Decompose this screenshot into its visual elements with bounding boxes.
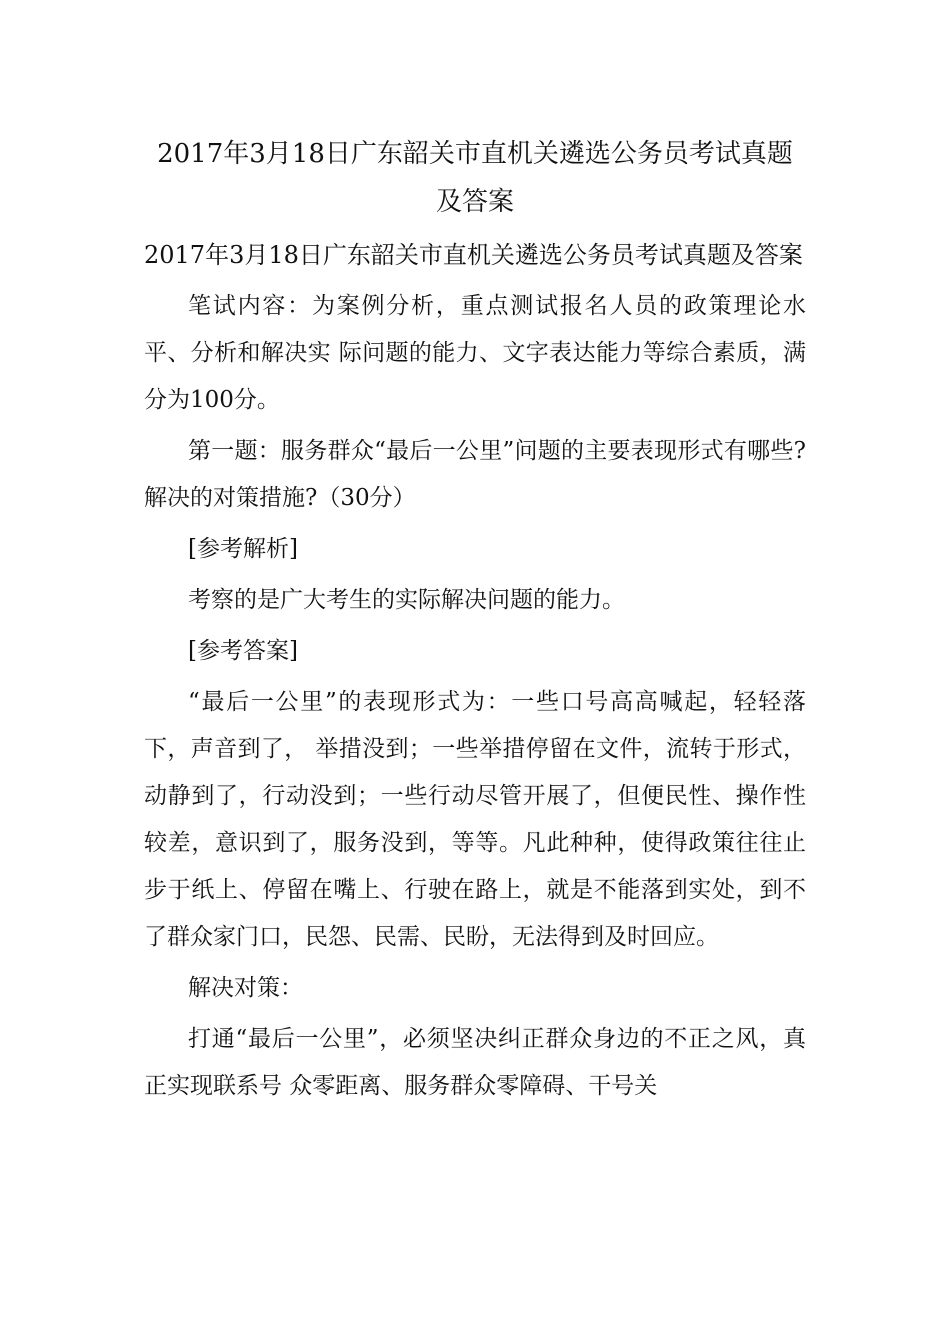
paragraph-answer-label: [参考答案] (188, 638, 298, 664)
document-subtitle: 2017年3月18日广东韶关市直机关遴选公务员考试真题及答案 (144, 241, 803, 269)
document-title (144, 130, 806, 226)
title-line-1: 2017年3月18日广东韶关市直机关遴选公务员考试真题 (157, 139, 793, 169)
paragraph-exam-content: 笔试内容：为案例分析，重点测试报名人员的政策理论水平、分析和解决实 际问题的能力、文字表达能力等综合素质，满分为100分。 (144, 293, 806, 413)
paragraph-answer: “最后一公里”的表现形式为：一些口号高高喊起，轻轻落下，声音到了， 举措没到；一些举措停留在文件，流转于形式，动静到了，行动没到；一些行动尽管开展了，但便民性、操作性较差，意识到了，服务没到，等等。凡此种种，使得政策往往止步于纸上、停留在嘴上、行驶在路上，就是不能落到实处，到不了群众家门口，民怨、民需、民盼，无法得到及时回应。 (144, 689, 806, 950)
paragraph-question-1: 第一题：服务群众“最后一公里”问题的主要表现形式有哪些?解决的对策措施?（30分） (144, 438, 806, 511)
title-line-2: 及答案 (435, 187, 514, 217)
paragraph-solution: 打通“最后一公里”，必须坚决纠正群众身边的不正之风，真正实现联系号 众零距离、服务群众零障碍、干号关 (144, 1026, 806, 1099)
paragraph-analysis: 考察的是广大考生的实际解决问题的能力。 (188, 587, 625, 613)
paragraph-solution-label: 解决对策： (188, 975, 303, 1001)
paragraph-analysis-label: [参考解析] (188, 536, 298, 562)
document-body (144, 232, 806, 1114)
